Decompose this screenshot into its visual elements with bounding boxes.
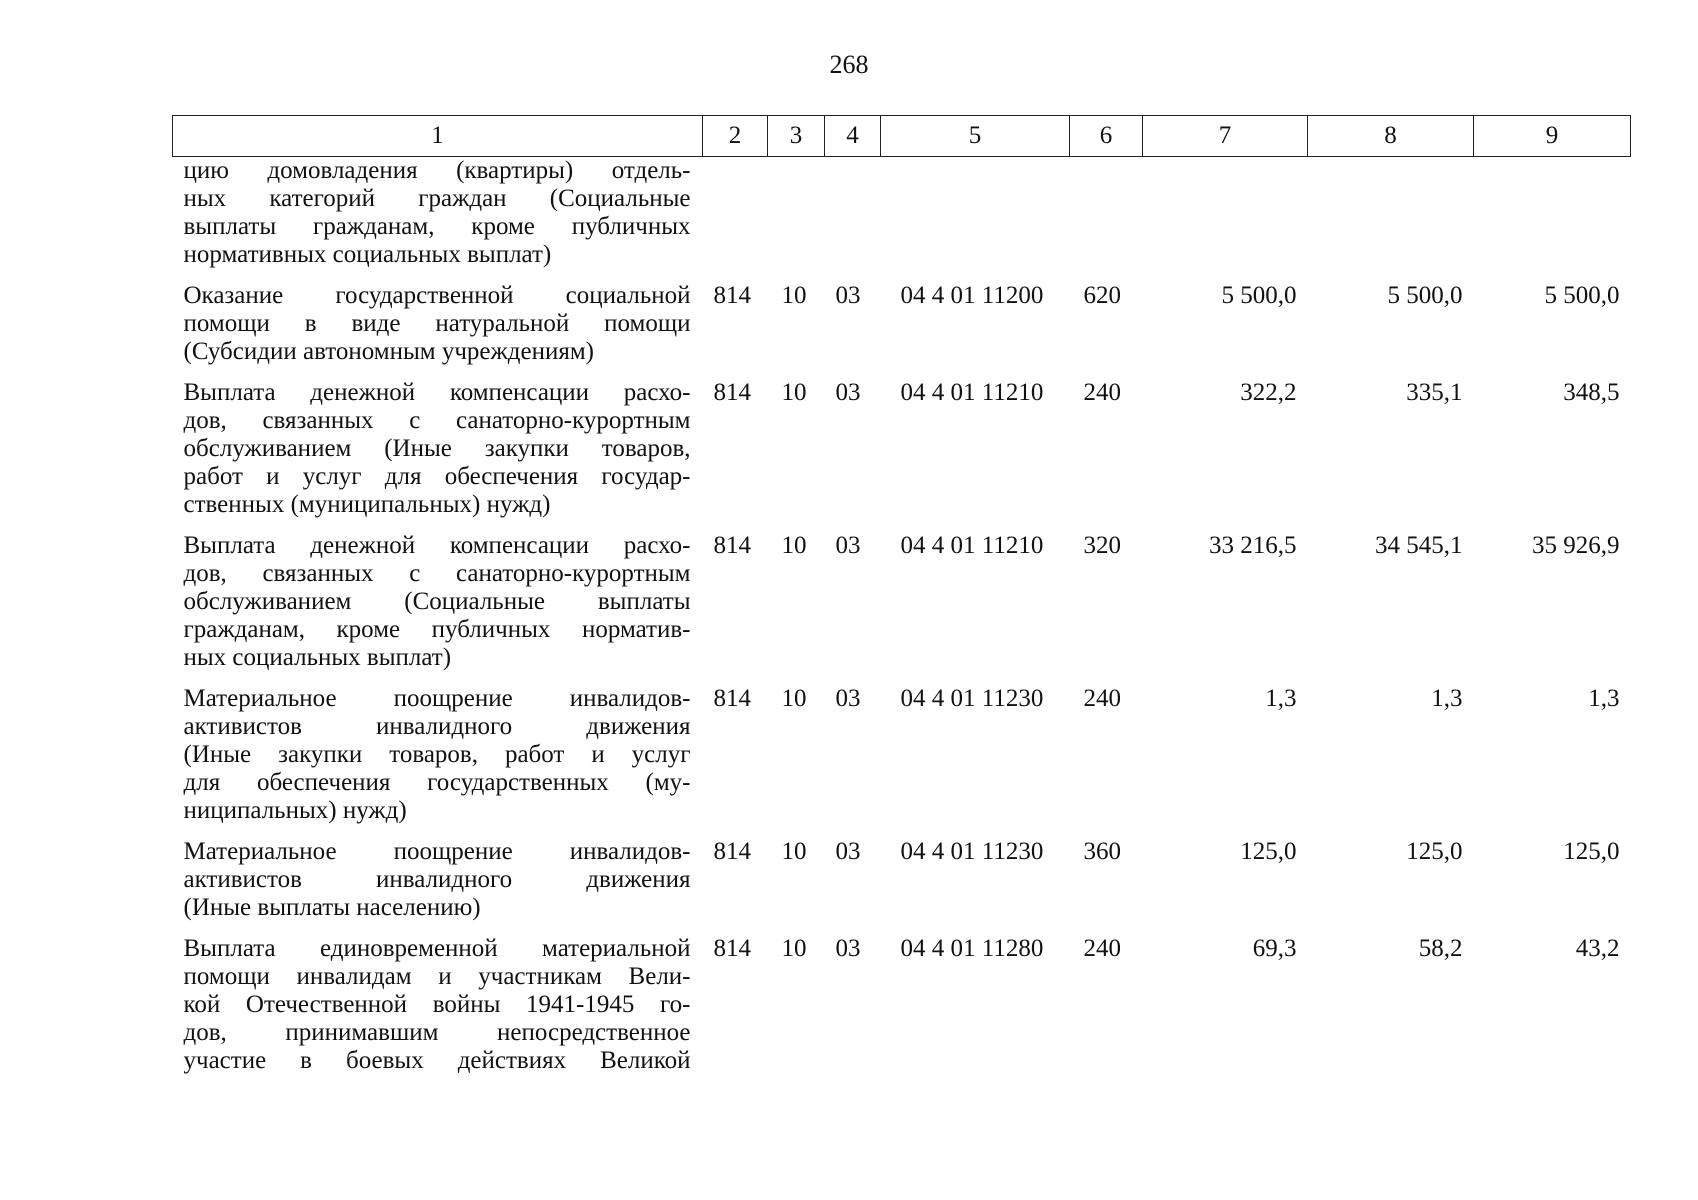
amount-year-3: 348,5: [1563, 379, 1620, 406]
description-line: Оказание государственной социальной: [183, 282, 691, 309]
target-article-code: 04 4 01 11210: [900, 532, 1044, 559]
description-line: помощи в виде натуральной помощи: [183, 310, 691, 337]
description-line: нормативных социальных выплат): [183, 241, 552, 268]
table-row: [173, 674, 1631, 827]
description-line: цию домовладения (квартиры) отдель-: [183, 157, 691, 184]
description-line: кой Отечественной войны 1941-1945 го-: [183, 991, 691, 1018]
description-line: Выплата единовременной материальной: [183, 935, 691, 962]
header-cell: 8: [1308, 116, 1474, 157]
target-article-code: 04 4 01 11280: [900, 935, 1044, 962]
description-line: помощи инвалидам и участникам Вели-: [183, 963, 691, 990]
table-row: [173, 157, 1631, 272]
description-line: работ и услуг для обеспечения государ-: [183, 463, 691, 490]
description-line: активистов инвалидного движения: [183, 713, 691, 740]
row-description: [173, 924, 703, 1077]
header-cell: 3: [768, 116, 825, 157]
subsection-code: [825, 157, 881, 272]
description-line: ных категорий граждан (Социальные: [183, 185, 691, 212]
grbs-code: 814: [713, 838, 751, 865]
table-row: [173, 827, 1631, 924]
section-code: [768, 157, 825, 272]
row-description: [173, 271, 703, 368]
amount-year-1: 5 500,0: [1221, 282, 1297, 309]
amount-year-1: 322,2: [1240, 379, 1297, 406]
section-code: 10: [781, 935, 807, 962]
header-cell: 1: [173, 116, 703, 157]
description-line: (Субсидии автономным учреждениям): [183, 338, 594, 365]
grbs-code: 814: [713, 379, 751, 406]
expense-type-code: 360: [1083, 838, 1121, 865]
subsection-code: 03: [835, 838, 861, 865]
description-line: Материальное поощрение инвалидов-: [183, 838, 691, 865]
expense-type-code: 240: [1083, 379, 1121, 406]
expense-type-code: 240: [1083, 935, 1121, 962]
target-article-code: 04 4 01 11210: [900, 379, 1044, 406]
row-description: [173, 157, 703, 272]
section-code: 10: [781, 532, 807, 559]
amount-year-1: 1,3: [1265, 685, 1297, 712]
page-number: 268: [829, 50, 869, 79]
description-line: дов, связанных с санаторно-курортным: [183, 407, 691, 434]
budget-table: [172, 115, 1631, 1077]
target-article-code: 04 4 01 11200: [900, 282, 1044, 309]
table-row: [173, 368, 1631, 521]
subsection-code: 03: [835, 685, 861, 712]
description-line: дов, связанных с санаторно-курортным: [183, 560, 691, 587]
description-line: выплаты гражданам, кроме публичных: [183, 213, 691, 240]
description-line: для обеспечения государственных (му-: [183, 769, 691, 796]
amount-year-1: 33 216,5: [1209, 532, 1297, 559]
grbs-code: 814: [713, 685, 751, 712]
description-line: Выплата денежной компенсации расхо-: [183, 532, 691, 559]
amount-year-2: 335,1: [1406, 379, 1463, 406]
amount-year-3: 5 500,0: [1544, 282, 1620, 309]
grbs-code: 814: [713, 532, 751, 559]
table-row: [173, 271, 1631, 368]
header-cell: 9: [1474, 116, 1631, 157]
grbs-code: 814: [713, 282, 751, 309]
header-cell: 7: [1143, 116, 1308, 157]
amount-year-2: 125,0: [1406, 838, 1463, 865]
row-description: [173, 368, 703, 521]
amount-year-2: 58,2: [1418, 935, 1463, 962]
section-code: 10: [781, 838, 807, 865]
row-description: [173, 521, 703, 674]
target-article-code: [881, 157, 1070, 272]
target-article-code: 04 4 01 11230: [900, 838, 1044, 865]
amount-year-2: [1308, 157, 1474, 272]
section-code: 10: [781, 282, 807, 309]
section-code: 10: [781, 379, 807, 406]
expense-type-code: 620: [1083, 282, 1121, 309]
description-line: дов, принимавшим непосредственное: [183, 1019, 691, 1046]
expense-type-code: [1070, 157, 1143, 272]
table-row: [173, 924, 1631, 1077]
description-line: обслуживанием (Социальные выплаты: [183, 588, 691, 615]
amount-year-3: [1474, 157, 1631, 272]
description-line: обслуживанием (Иные закупки товаров,: [183, 435, 691, 462]
amount-year-2: 1,3: [1431, 685, 1463, 712]
header-cell: 4: [825, 116, 881, 157]
description-line: (Иные выплаты населению): [183, 894, 481, 921]
section-code: 10: [781, 685, 807, 712]
amount-year-3: 125,0: [1563, 838, 1620, 865]
subsection-code: 03: [835, 532, 861, 559]
amount-year-1: [1143, 157, 1308, 272]
amount-year-3: 35 926,9: [1532, 532, 1620, 559]
grbs-code: [703, 157, 768, 272]
row-description: [173, 674, 703, 827]
expense-type-code: 320: [1083, 532, 1121, 559]
table-row: [173, 521, 1631, 674]
amount-year-3: 43,2: [1575, 935, 1620, 962]
amount-year-2: 5 500,0: [1387, 282, 1463, 309]
description-line: ственных (муниципальных) нужд): [183, 491, 551, 518]
description-line: ных социальных выплат): [183, 644, 452, 671]
header-row: [173, 116, 1631, 157]
description-line: Выплата денежной компенсации расхо-: [183, 379, 691, 406]
header-cell: 2: [703, 116, 768, 157]
amount-year-1: 125,0: [1240, 838, 1297, 865]
expense-type-code: 240: [1083, 685, 1121, 712]
description-line: Материальное поощрение инвалидов-: [183, 685, 691, 712]
subsection-code: 03: [835, 282, 861, 309]
description-line: ниципальных) нужд): [183, 797, 407, 824]
description-line: гражданам, кроме публичных норматив-: [183, 616, 691, 643]
amount-year-2: 34 545,1: [1375, 532, 1463, 559]
target-article-code: 04 4 01 11230: [900, 685, 1044, 712]
row-description: [173, 827, 703, 924]
header-cell: 6: [1070, 116, 1143, 157]
description-line: участие в боевых действиях Великой: [183, 1047, 691, 1074]
subsection-code: 03: [835, 379, 861, 406]
description-line: (Иные закупки товаров, работ и услуг: [183, 741, 691, 768]
description-line: активистов инвалидного движения: [183, 866, 691, 893]
header-cell: 5: [881, 116, 1070, 157]
amount-year-3: 1,3: [1588, 685, 1620, 712]
grbs-code: 814: [713, 935, 751, 962]
subsection-code: 03: [835, 935, 861, 962]
amount-year-1: 69,3: [1252, 935, 1297, 962]
